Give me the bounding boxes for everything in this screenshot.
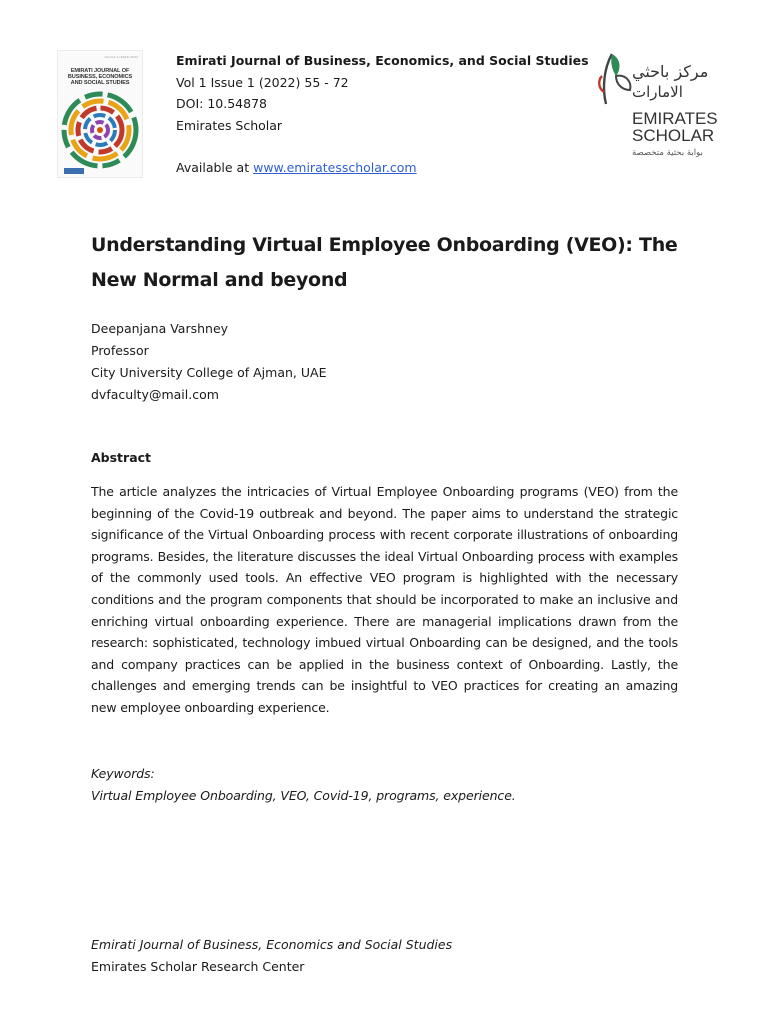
- journal-name: Emirati Journal of Business, Economics, and Social Studies: [176, 53, 589, 68]
- abstract-body: The article analyzes the intricacies of Virtual Employee Onboarding programs (VEO) from the beginning of the Covid-19 outbreak and beyond. The paper aims to understand the strategic significance of the Virtual Onboarding process with recent corporate illustrations of onboarding programs. Besides, the literature discusses the ideal Virtual Onboarding process with examples of the commonly used tools. An effective VEO program is highlighted with the necessary conditions and the program components that should be incorporated to make an inclusive and enriching virtual onboarding experience. There are managerial implications drawn from the research: sophisticated, technology imbued virtual Onboarding can be designed, and the tools and company practices can be applied in the business context of Onboarding. Lastly, the challenges and emerging trends can be insightful to VEO practices for creating an amazing new employee onboarding experience.: [91, 484, 678, 715]
- cover-publisher-mark: [64, 168, 84, 174]
- footer-center: Emirates Scholar Research Center: [91, 959, 305, 974]
- logo-arabic-line2: الامارات: [632, 83, 683, 101]
- cover-volume-text: Volume 1 (2022) 2022: [104, 55, 138, 59]
- author-affiliation: City University College of Ajman, UAE: [91, 365, 327, 380]
- keywords-block: [91, 763, 516, 807]
- logo-arabic-tagline: بوابة بحثية متخصصة: [632, 148, 703, 158]
- page-footer: [91, 934, 452, 978]
- logo-english-line2: SCHOLAR: [632, 126, 715, 145]
- abstract-heading: Abstract: [91, 450, 152, 465]
- keywords-list: Virtual Employee Onboarding, VEO, Covid-19, programs, experience.: [91, 788, 516, 803]
- journal-volume: Vol 1 Issue 1 (2022) 55 - 72: [176, 74, 349, 90]
- cover-maze-graphic: [61, 91, 139, 169]
- author-name: Deepanjana Varshney: [91, 321, 229, 336]
- keywords-label: Keywords:: [91, 766, 155, 781]
- logo-english-line1: EMIRATES: [632, 109, 718, 128]
- logo-arabic-line1: مركز باحثي: [632, 62, 709, 81]
- author-title: Professor: [91, 343, 149, 358]
- availability-line: [176, 157, 589, 179]
- cover-title: EMIRATI JOURNAL OF BUSINESS, ECONOMICS AND SOCIAL STUDIES: [67, 68, 133, 86]
- journal-info: [176, 50, 589, 179]
- author-email: dvfaculty@mail.com: [91, 387, 219, 402]
- emirates-scholar-logo: [596, 48, 718, 166]
- available-prefix: Available at: [176, 160, 254, 175]
- paper-title: Understanding Virtual Employee Onboarding (VEO): The New Normal and beyond: [91, 234, 678, 291]
- website-link[interactable]: www.emiratesscholar.com: [253, 160, 417, 175]
- journal-publisher: Emirates Scholar: [176, 117, 283, 133]
- footer-journal: Emirati Journal of Business, Economics and Social Studies: [91, 937, 453, 952]
- journal-doi: DOI: 10.54878: [176, 96, 267, 111]
- journal-cover-image: [57, 50, 143, 178]
- author-block: [91, 318, 326, 406]
